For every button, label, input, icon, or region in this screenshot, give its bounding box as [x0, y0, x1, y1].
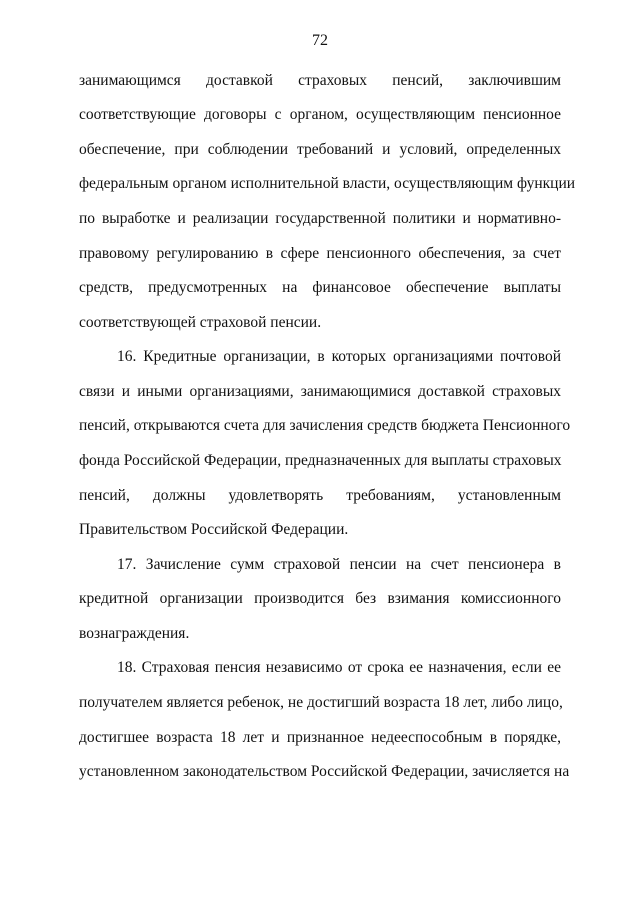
text-line: обеспечение, при соблюдении требований и условий, определенных	[79, 141, 561, 158]
text-line: Правительством Российской Федерации.	[79, 521, 349, 538]
text-line: 17. Зачисление сумм страховой пенсии на счет пенсионера в	[117, 556, 561, 573]
text-line: вознаграждения.	[79, 625, 190, 642]
text-line: кредитной организации производится без взимания комиссионного	[79, 590, 561, 607]
text-line: занимающимся доставкой страховых пенсий, заключившим	[79, 72, 561, 89]
text-line: достигшее возраста 18 лет и признанное недееспособным в порядке,	[79, 729, 561, 746]
text-line: по выработке и реализации государственной политики и нормативно-	[79, 210, 561, 227]
text-line: соответствующие договоры с органом, осуществляющим пенсионное	[79, 106, 561, 123]
text-line: 18. Страховая пенсия независимо от срока ее назначения, если ее	[117, 659, 561, 676]
text-line: установленном законодательством Российской Федерации, зачисляется на	[79, 763, 570, 780]
text-line: фонда Российской Федерации, предназначенных для выплаты страховых	[79, 452, 562, 469]
text-line: средств, предусмотренных на финансовое обеспечение выплаты	[79, 279, 561, 296]
text-line: 16. Кредитные организации, в которых организациями почтовой	[117, 348, 561, 365]
text-line: правовому регулированию в сфере пенсионного обеспечения, за счет	[79, 245, 561, 262]
page-number: 72	[312, 32, 328, 49]
text-line: связи и иными организациями, занимающимися доставкой страховых	[79, 383, 561, 400]
text-line: соответствующей страховой пенсии.	[79, 314, 322, 331]
text-line: пенсий, открываются счета для зачисления средств бюджета Пенсионного	[79, 417, 571, 434]
text-line: федеральным органом исполнительной власти, осуществляющим функции	[79, 175, 576, 192]
text-line: пенсий, должны удовлетворять требованиям, установленным	[79, 487, 561, 504]
text-line: получателем является ребенок, не достигший возраста 18 лет, либо лицо,	[79, 694, 563, 711]
